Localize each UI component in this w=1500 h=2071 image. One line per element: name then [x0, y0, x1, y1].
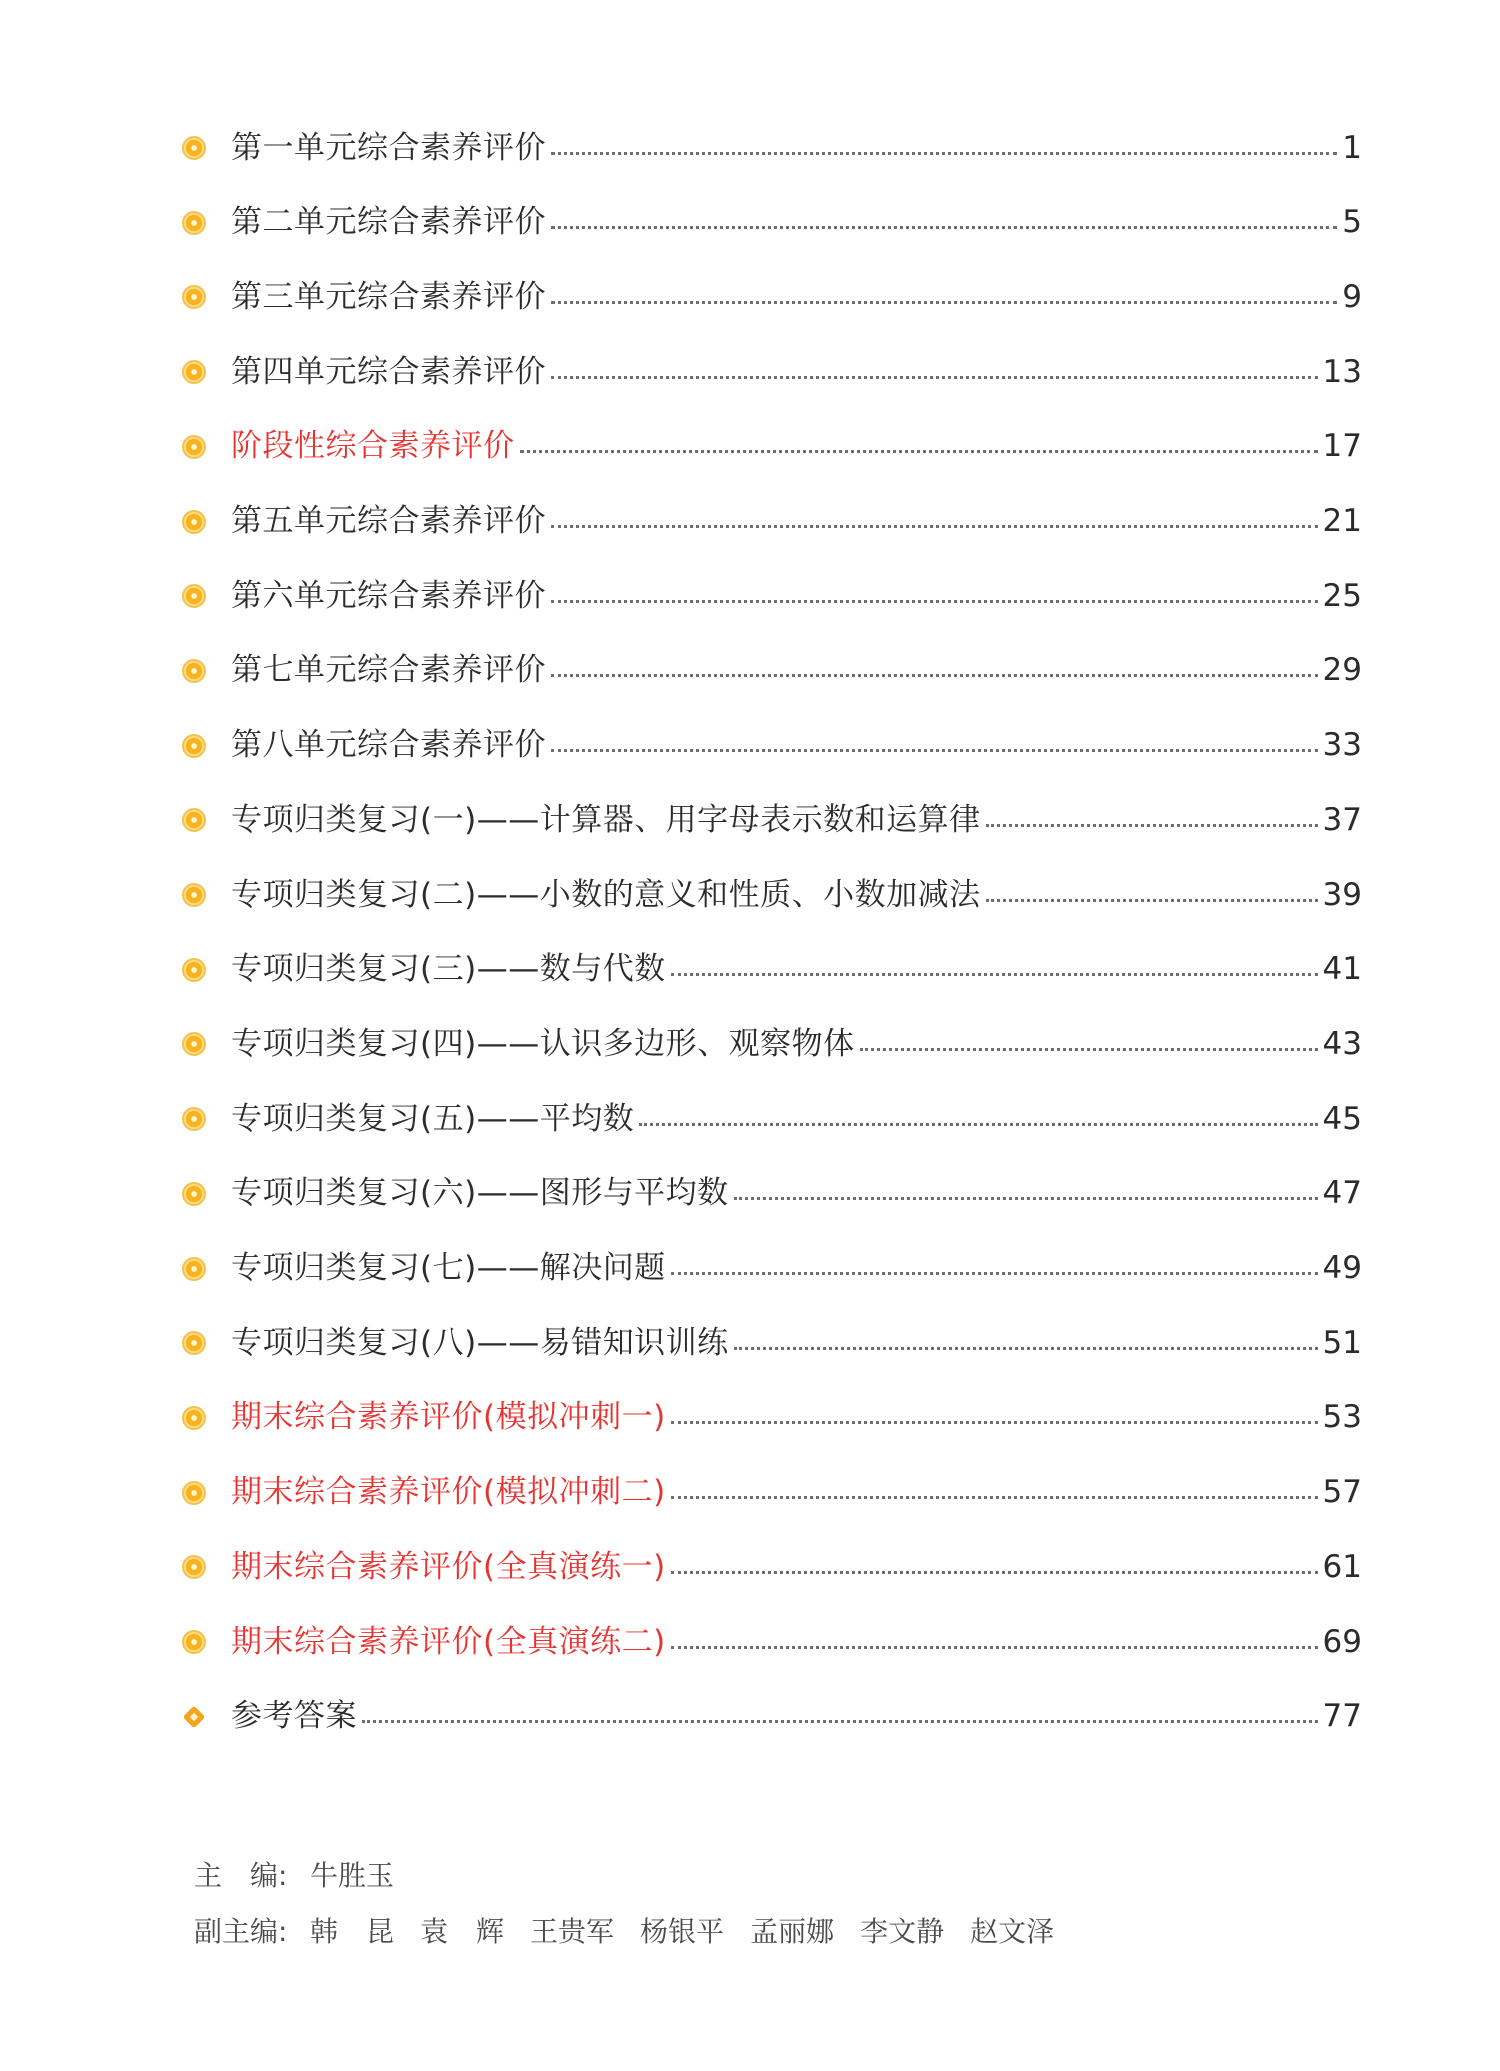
dot-leader — [671, 973, 1318, 976]
toc-entry — [182, 790, 1362, 850]
toc-entry-page-number: 49 — [1322, 1250, 1362, 1286]
toc-entry-title: 第六单元综合素养评价 — [231, 577, 546, 614]
toc-entry — [182, 1612, 1362, 1672]
toc-entry-page-number: 45 — [1322, 1100, 1362, 1137]
toc-entry-page-number: 5 — [1342, 204, 1362, 241]
toc-entry-page-number: 9 — [1342, 278, 1362, 315]
dot-leader — [362, 1720, 1318, 1723]
toc-entry — [182, 566, 1362, 626]
toc-entry — [182, 417, 1362, 477]
deputy-editor-name: 袁 辉 — [420, 1915, 505, 1948]
deputy-editor-label: 副主编: — [194, 1915, 288, 1948]
circle-icon — [182, 659, 206, 683]
toc-entry-title: 阶段性综合素养评价 — [231, 428, 515, 465]
dot-leader — [671, 1421, 1318, 1424]
toc-entry — [182, 1687, 1362, 1747]
dot-leader — [551, 226, 1337, 229]
toc-entry-page-number: 57 — [1322, 1474, 1362, 1511]
deputy-editor-name: 杨银平 — [640, 1915, 725, 1948]
circle-icon — [182, 1107, 206, 1131]
toc-entry — [182, 267, 1362, 327]
toc-entry-page-number: 41 — [1322, 951, 1362, 988]
deputy-editor-line — [194, 1915, 1080, 1948]
circle-icon — [182, 1257, 206, 1281]
toc-entry — [182, 1014, 1362, 1074]
circle-icon — [182, 211, 206, 235]
deputy-editor-name: 王贵军 — [530, 1915, 615, 1948]
toc-entry-title: 期末综合素养评价(模拟冲刺一) — [231, 1399, 666, 1436]
toc-entry — [182, 492, 1362, 552]
toc-entry-title: 参考答案 — [231, 1698, 357, 1735]
toc-entry-title: 专项归类复习(一)——计算器、用字母表示数和运算律 — [231, 801, 981, 838]
toc-entry-page-number: 17 — [1322, 428, 1362, 465]
toc-entry-title: 第四单元综合素养评价 — [231, 353, 546, 390]
toc-entry-title: 专项归类复习(六)——图形与平均数 — [231, 1175, 729, 1212]
toc-entry — [182, 1239, 1362, 1299]
toc-entry-title: 期末综合素养评价(模拟冲刺二) — [231, 1474, 666, 1511]
toc-entry-title: 第二单元综合素养评价 — [231, 204, 546, 241]
toc-entry — [182, 1463, 1362, 1523]
toc-entry-page-number: 21 — [1322, 503, 1362, 539]
dot-leader — [734, 1197, 1318, 1200]
toc-entry-title: 第三单元综合素养评价 — [231, 278, 546, 315]
dot-leader — [986, 899, 1318, 902]
toc-entry — [182, 1089, 1362, 1149]
dot-leader — [986, 824, 1318, 827]
toc-entry — [182, 716, 1362, 776]
toc-entry-title: 专项归类复习(五)——平均数 — [231, 1100, 635, 1137]
toc-entry — [182, 1313, 1362, 1373]
circle-icon — [182, 1630, 206, 1654]
toc-entry-page-number: 69 — [1322, 1623, 1362, 1660]
toc-entry-page-number: 61 — [1322, 1548, 1362, 1585]
circle-icon — [182, 584, 206, 608]
circle-icon — [182, 808, 206, 832]
dot-leader — [551, 525, 1318, 528]
dot-leader — [551, 600, 1318, 603]
circle-icon — [182, 285, 206, 309]
toc-entry-page-number: 53 — [1322, 1399, 1362, 1436]
toc-entry-page-number: 33 — [1322, 727, 1362, 764]
toc-entry-page-number: 1 — [1342, 129, 1362, 166]
toc-entry-title: 专项归类复习(二)——小数的意义和性质、小数加减法 — [231, 876, 981, 913]
dot-leader — [734, 1347, 1318, 1350]
toc-entry-title: 专项归类复习(三)——数与代数 — [231, 951, 666, 988]
circle-icon — [182, 435, 206, 459]
dot-leader — [671, 1496, 1318, 1499]
circle-icon — [182, 136, 206, 160]
circle-icon — [182, 510, 206, 534]
circle-icon — [182, 1481, 206, 1505]
toc-entry-title: 专项归类复习(八)——易错知识训练 — [231, 1324, 729, 1361]
dot-leader — [551, 749, 1318, 752]
toc-entry — [182, 1388, 1362, 1448]
dot-leader — [551, 674, 1318, 677]
dot-leader — [520, 450, 1318, 453]
toc-entry-title: 专项归类复习(四)——认识多边形、观察物体 — [231, 1025, 855, 1062]
chief-editor-label: 主 编: — [194, 1859, 288, 1892]
toc-entry-page-number: 13 — [1322, 353, 1362, 390]
dot-leader — [860, 1048, 1318, 1051]
toc-entry-page-number: 25 — [1322, 577, 1362, 614]
toc-entry — [182, 193, 1362, 253]
toc-entry-page-number: 77 — [1322, 1698, 1362, 1735]
circle-icon — [182, 883, 206, 907]
circle-icon — [182, 360, 206, 384]
deputy-editor-name: 李文静 — [860, 1915, 945, 1948]
deputy-editor-name: 孟丽娜 — [750, 1915, 835, 1948]
dot-leader — [671, 1272, 1318, 1275]
toc-entry-title: 第五单元综合素养评价 — [231, 503, 546, 539]
toc-entry-title: 期末综合素养评价(全真演练一) — [231, 1548, 666, 1585]
circle-icon — [182, 1406, 206, 1430]
toc-entry-page-number: 37 — [1322, 801, 1362, 838]
toc-entry-title: 第七单元综合素养评价 — [231, 652, 546, 689]
toc-entry — [182, 342, 1362, 402]
dot-leader — [639, 1123, 1317, 1126]
dot-leader — [671, 1571, 1318, 1574]
circle-icon — [182, 1182, 206, 1206]
dot-leader — [551, 301, 1337, 304]
deputy-editor-name: 赵文泽 — [970, 1915, 1055, 1948]
toc-entry-page-number: 39 — [1322, 876, 1362, 913]
dot-leader — [551, 152, 1337, 155]
diamond-icon — [182, 1705, 206, 1729]
dot-leader — [551, 376, 1318, 379]
toc-entry — [182, 1164, 1362, 1224]
toc-entry — [182, 1537, 1362, 1597]
circle-icon — [182, 958, 206, 982]
dot-leader — [671, 1646, 1318, 1649]
toc-entry-title: 专项归类复习(七)——解决问题 — [231, 1250, 666, 1286]
toc-entry — [182, 641, 1362, 701]
toc-entry-page-number: 47 — [1322, 1175, 1362, 1212]
toc-entry-title: 第一单元综合素养评价 — [231, 129, 546, 166]
toc-entry-title: 第八单元综合素养评价 — [231, 727, 546, 764]
toc-entry — [182, 118, 1362, 178]
toc-entry-page-number: 43 — [1322, 1025, 1362, 1062]
circle-icon — [182, 734, 206, 758]
circle-icon — [182, 1555, 206, 1579]
deputy-editor-name: 韩 昆 — [310, 1915, 395, 1948]
circle-icon — [182, 1032, 206, 1056]
toc-entry-title: 期末综合素养评价(全真演练二) — [231, 1623, 666, 1660]
toc-entry — [182, 940, 1362, 1000]
chief-editor-line — [194, 1859, 420, 1892]
chief-editor-name: 牛胜玉 — [310, 1859, 395, 1892]
toc-entry — [182, 865, 1362, 925]
toc-entry-page-number: 29 — [1322, 652, 1362, 689]
circle-icon — [182, 1331, 206, 1355]
toc-entry-page-number: 51 — [1322, 1324, 1362, 1361]
